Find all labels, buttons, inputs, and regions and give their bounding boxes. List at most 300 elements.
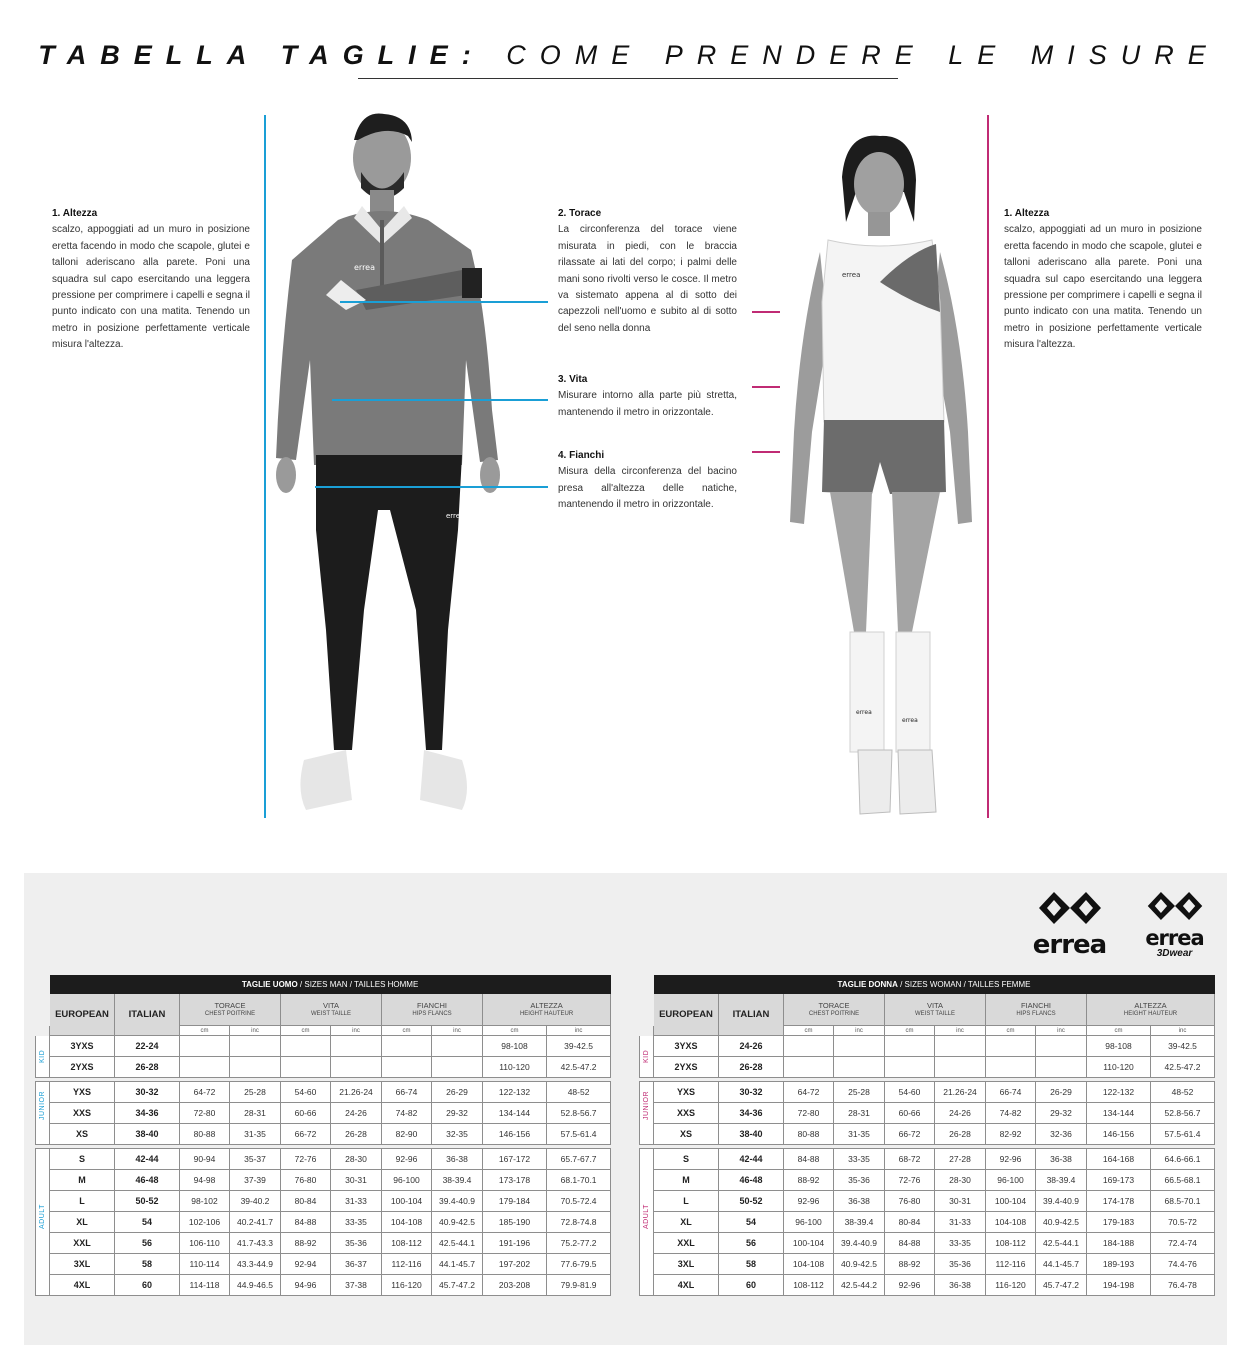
table-cell: 88-92 [885, 1254, 935, 1275]
table-cell: 64-72 [180, 1082, 230, 1103]
size-european: L [654, 1191, 719, 1212]
table-cell: 184-188 [1087, 1233, 1151, 1254]
table-cell: 36-38 [935, 1275, 986, 1296]
table-cell [180, 1036, 230, 1057]
errea-logo [1032, 888, 1107, 960]
table-row [640, 1191, 1215, 1212]
table-cell: 68.1-70.1 [547, 1170, 611, 1191]
table-cell: 76-80 [885, 1191, 935, 1212]
table-cell [382, 1036, 432, 1057]
table-cell: 32-35 [432, 1124, 483, 1145]
table-cell: 33-35 [935, 1233, 986, 1254]
table-cell: 108-112 [986, 1233, 1036, 1254]
size-european: 3XL [50, 1254, 115, 1275]
table-cell: 64.6-66.1 [1151, 1149, 1215, 1170]
table-cell: 39-42.5 [1151, 1036, 1215, 1057]
table-cell: 96-100 [382, 1170, 432, 1191]
table-cell: 39-40.2 [230, 1191, 281, 1212]
size-european: S [654, 1149, 719, 1170]
table-cell: 31-33 [935, 1212, 986, 1233]
col-height: ALTEZZA HEIGHT HAUTEUR [483, 994, 611, 1026]
hips-instructions [558, 448, 737, 514]
men-height-body: scalzo, appoggiati ad un muro in posizione eretta facendo in modo che scapole, glutei e talloni aderiscano alla parete. Poni una squadra sul capo esercitando una leggera pressione per comprimere i capelli e segna il punto indicato con una matita. Tenendo un metro in posizione perfettamente verticale misura l'altezza. [52, 224, 250, 351]
table-row [640, 1103, 1215, 1124]
table-cell: 146-156 [1087, 1124, 1151, 1145]
table-cell: 106-110 [180, 1233, 230, 1254]
table-cell: 96-100 [986, 1170, 1036, 1191]
col-chest: TORACE CHEST POITRINE [784, 994, 885, 1026]
size-european: XXS [50, 1103, 115, 1124]
table-cell: 30-31 [331, 1170, 382, 1191]
table-cell: 39-42.5 [547, 1036, 611, 1057]
women-height-line [987, 115, 989, 818]
errea-3dwear-sub: 3Dwear [1156, 948, 1193, 959]
size-italian: 24-26 [719, 1036, 784, 1057]
table-row [640, 1254, 1215, 1275]
woman-sock-logo-right: errea [902, 717, 918, 724]
table-cell [885, 1057, 935, 1078]
chest-heading: 2. Torace [558, 208, 602, 219]
table-cell [1036, 1057, 1087, 1078]
table-cell: 24-26 [331, 1103, 382, 1124]
size-italian: 34-36 [719, 1103, 784, 1124]
col-chest: TORACE CHEST POITRINE [180, 994, 281, 1026]
table-cell: 116-120 [382, 1275, 432, 1296]
table-cell: 25-28 [230, 1082, 281, 1103]
size-european: L [50, 1191, 115, 1212]
men-table-title: TAGLIE UOMO / SIZES MAN / TAILLES HOMME [50, 976, 611, 994]
table-cell: 94-96 [281, 1275, 331, 1296]
table-cell: 98-108 [483, 1036, 547, 1057]
table-cell: 92-96 [784, 1191, 834, 1212]
table-cell: 40.9-42.5 [432, 1212, 483, 1233]
table-cell: 32-36 [1036, 1124, 1087, 1145]
table-cell: 39.4-40.9 [432, 1191, 483, 1212]
table-row [640, 1057, 1215, 1078]
errea-logo-text: errea [1032, 930, 1107, 960]
table-cell: 88-92 [784, 1170, 834, 1191]
size-italian: 30-32 [719, 1082, 784, 1103]
table-cell: 80-88 [180, 1124, 230, 1145]
table-row [640, 1170, 1215, 1191]
woman-figure [780, 132, 987, 832]
table-cell: 28-31 [834, 1103, 885, 1124]
table-cell: 44.9-46.5 [230, 1275, 281, 1296]
table-cell: 26-29 [1036, 1082, 1087, 1103]
size-european: 3YXS [50, 1036, 115, 1057]
size-italian: 42-44 [115, 1149, 180, 1170]
size-italian: 56 [719, 1233, 784, 1254]
table-cell: 102-106 [180, 1212, 230, 1233]
size-european: XS [654, 1124, 719, 1145]
table-cell: 146-156 [483, 1124, 547, 1145]
table-cell: 29-32 [432, 1103, 483, 1124]
size-italian: 46-48 [115, 1170, 180, 1191]
table-cell [834, 1057, 885, 1078]
table-cell: 66.5-68.1 [1151, 1170, 1215, 1191]
table-cell: 74.4-76 [1151, 1254, 1215, 1275]
table-cell: 104-108 [382, 1212, 432, 1233]
size-european: XS [50, 1124, 115, 1145]
col-height: ALTEZZA HEIGHT HAUTEUR [1087, 994, 1215, 1026]
table-cell: 70.5-72 [1151, 1212, 1215, 1233]
errea-logo-mark-icon [1037, 888, 1103, 928]
table-cell: 92-94 [281, 1254, 331, 1275]
table-cell: 64-72 [784, 1082, 834, 1103]
table-cell: 31-35 [230, 1124, 281, 1145]
table-cell: 38-39.4 [432, 1170, 483, 1191]
table-cell: 60-66 [885, 1103, 935, 1124]
table-cell: 68.5-70.1 [1151, 1191, 1215, 1212]
table-cell: 179-183 [1087, 1212, 1151, 1233]
table-cell [281, 1057, 331, 1078]
table-cell [331, 1036, 382, 1057]
table-cell: 100-104 [986, 1191, 1036, 1212]
men-chest-line [340, 301, 548, 303]
page-title-bold: TABELLA TAGLIE: [38, 40, 485, 70]
table-cell: 98-102 [180, 1191, 230, 1212]
men-height-instructions [52, 206, 250, 354]
table-cell: 40.9-42.5 [1036, 1212, 1087, 1233]
table-row [640, 1124, 1215, 1145]
table-cell: 134-144 [483, 1103, 547, 1124]
size-italian: 60 [115, 1275, 180, 1296]
table-cell: 164-168 [1087, 1149, 1151, 1170]
table-cell: 28-30 [935, 1170, 986, 1191]
table-cell [432, 1036, 483, 1057]
hips-body: Misura della circonferenza del bacino presa all'altezza delle natiche, mantenendo il metro in orizzontale. [558, 466, 737, 511]
woman-sock-logo-left: errea [856, 709, 872, 716]
table-cell: 35-36 [331, 1233, 382, 1254]
size-european: M [654, 1170, 719, 1191]
man-figure [266, 110, 526, 825]
size-italian: 34-36 [115, 1103, 180, 1124]
men-waist-line [332, 399, 548, 401]
table-cell: 65.7-67.7 [547, 1149, 611, 1170]
table-cell: 33-35 [834, 1149, 885, 1170]
table-cell: 66-74 [986, 1082, 1036, 1103]
table-row [640, 1233, 1215, 1254]
table-cell: 72-80 [180, 1103, 230, 1124]
size-european: XL [654, 1212, 719, 1233]
size-italian: 22-24 [115, 1036, 180, 1057]
table-cell: 35-36 [834, 1170, 885, 1191]
table-cell: 96-100 [784, 1212, 834, 1233]
table-cell: 45.7-47.2 [432, 1275, 483, 1296]
table-cell: 66-72 [885, 1124, 935, 1145]
table-cell: 203-208 [483, 1275, 547, 1296]
table-cell: 70.5-72.4 [547, 1191, 611, 1212]
size-european: XXL [50, 1233, 115, 1254]
size-european: S [50, 1149, 115, 1170]
table-cell: 88-92 [281, 1233, 331, 1254]
category-label-kid: KID [36, 1036, 50, 1078]
men-size-table: TAGLIE UOMO / SIZES MAN / TAILLES HOMME EUROPEAN ITALIAN TORACE CHEST POITRINE VITA WEIST TAILLE FIANCHI HIPS FLANCS ALTEZZA HEIGHT HAUTEUR cm inc cm inc cm inc cm inc KID 3YXS 22-24 98-108 39-42.5 2YXS 26-28 110-120 42.5-47.2 JUNIOR YXS 30-32 64-72 25-28 54-60 21.26-24 66-74 26-29 122-132 48-52 XXS 34-36 72-80 28-31 60-66 24-26 74-82 29-32 134-144 52.8-56.7 XS 38-40 80-88 31-35 66-72 26-28 82-90 32-35 146-156 57.5-61.4 ADULT S 42-44 90-94 35-37 72-76 28-30 92-96 36-38 167-172 65.7-67.7 M 46-48 94-98 37-39 76-80 30-31 96-100 38-39.4 173-178 68.1-70.1 L 50-52 98-102 39-40.2 80-84 31-33 100-104 39.4-40.9 179-184 70.5-72.4 XL 54 102-106 40.2-41.7 84-88 33-35 104-108 40.9-42.5 185-190 72.8-74.8 XXL 56 106-110 41.7-43.3 88-92 35-36 108-112 42.5-44.1 191-196 75.2-77.2 3XL 58 110-114 43.3-44.9 92-94 36-37 112-116 44.1-45.7 197-202 77.6-79.5 4XL 60 114-118 44.9-46.5 94-96 37-38 116-120 45.7-47.2 203-208 79.9-81.9 [35, 975, 611, 1296]
col-european: EUROPEAN [654, 994, 719, 1036]
table-cell: 35-36 [935, 1254, 986, 1275]
table-cell [935, 1057, 986, 1078]
women-height-heading: 1. Altezza [1004, 208, 1050, 219]
table-cell: 40.2-41.7 [230, 1212, 281, 1233]
table-cell: 110-114 [180, 1254, 230, 1275]
table-cell: 92-96 [885, 1275, 935, 1296]
table-cell: 57.5-61.4 [1151, 1124, 1215, 1145]
table-row [36, 1082, 611, 1103]
table-cell: 33-35 [331, 1212, 382, 1233]
size-european: YXS [654, 1082, 719, 1103]
table-cell: 27-28 [935, 1149, 986, 1170]
table-cell: 76-80 [281, 1170, 331, 1191]
table-cell: 48-52 [1151, 1082, 1215, 1103]
size-european: M [50, 1170, 115, 1191]
table-cell [784, 1057, 834, 1078]
table-cell: 60-66 [281, 1103, 331, 1124]
size-european: XL [50, 1212, 115, 1233]
table-cell: 104-108 [784, 1254, 834, 1275]
table-cell: 21.26-24 [331, 1082, 382, 1103]
table-cell: 100-104 [382, 1191, 432, 1212]
table-cell: 66-74 [382, 1082, 432, 1103]
waist-heading: 3. Vita [558, 374, 588, 385]
size-european: 2YXS [50, 1057, 115, 1078]
table-row [36, 1149, 611, 1170]
men-height-heading: 1. Altezza [52, 208, 98, 219]
table-row [36, 1036, 611, 1057]
category-label-adult: ADULT [640, 1149, 654, 1296]
table-cell: 38-39.4 [1036, 1170, 1087, 1191]
table-cell [331, 1057, 382, 1078]
size-european: 4XL [50, 1275, 115, 1296]
table-cell: 114-118 [180, 1275, 230, 1296]
table-cell: 197-202 [483, 1254, 547, 1275]
table-cell: 75.2-77.2 [547, 1233, 611, 1254]
size-european: 4XL [654, 1275, 719, 1296]
table-cell: 30-31 [935, 1191, 986, 1212]
table-cell: 66-72 [281, 1124, 331, 1145]
table-cell: 167-172 [483, 1149, 547, 1170]
table-cell: 68-72 [885, 1149, 935, 1170]
table-cell: 29-32 [1036, 1103, 1087, 1124]
size-italian: 58 [719, 1254, 784, 1275]
women-table-title: TAGLIE DONNA / SIZES WOMAN / TAILLES FEMME [654, 976, 1215, 994]
table-cell: 112-116 [986, 1254, 1036, 1275]
table-cell: 43.3-44.9 [230, 1254, 281, 1275]
table-cell: 77.6-79.5 [547, 1254, 611, 1275]
man-pants-logo: errea [446, 512, 465, 520]
table-cell: 35-37 [230, 1149, 281, 1170]
size-italian: 26-28 [115, 1057, 180, 1078]
category-label-adult: ADULT [36, 1149, 50, 1296]
table-row [640, 1149, 1215, 1170]
table-row [36, 1233, 611, 1254]
table-cell: 134-144 [1087, 1103, 1151, 1124]
table-cell [281, 1036, 331, 1057]
size-european: XXS [654, 1103, 719, 1124]
col-hips: FIANCHI HIPS FLANCS [382, 994, 483, 1026]
table-cell: 80-84 [281, 1191, 331, 1212]
table-cell: 41.7-43.3 [230, 1233, 281, 1254]
size-italian: 46-48 [719, 1170, 784, 1191]
title-underline [358, 78, 898, 79]
size-italian: 26-28 [719, 1057, 784, 1078]
table-cell: 36-38 [834, 1191, 885, 1212]
page-title-rest: COME PRENDERE LE MISURE [506, 40, 1220, 70]
table-cell: 72-76 [885, 1170, 935, 1191]
chest-instructions [558, 206, 737, 337]
table-cell: 116-120 [986, 1275, 1036, 1296]
size-italian: 50-52 [719, 1191, 784, 1212]
col-italian: ITALIAN [719, 994, 784, 1036]
table-cell: 39.4-40.9 [1036, 1191, 1087, 1212]
table-cell [885, 1036, 935, 1057]
col-waist: VITA WEIST TAILLE [281, 994, 382, 1026]
table-cell [834, 1036, 885, 1057]
table-cell: 185-190 [483, 1212, 547, 1233]
table-cell: 26-28 [935, 1124, 986, 1145]
table-row [36, 1170, 611, 1191]
table-cell [986, 1036, 1036, 1057]
table-cell: 44.1-45.7 [432, 1254, 483, 1275]
table-cell: 94-98 [180, 1170, 230, 1191]
table-cell: 36-37 [331, 1254, 382, 1275]
size-italian: 30-32 [115, 1082, 180, 1103]
table-cell: 37-39 [230, 1170, 281, 1191]
table-cell [1036, 1036, 1087, 1057]
size-italian: 38-40 [719, 1124, 784, 1145]
col-hips: FIANCHI HIPS FLANCS [986, 994, 1087, 1026]
table-cell: 36-38 [432, 1149, 483, 1170]
table-row [36, 1124, 611, 1145]
size-italian: 54 [115, 1212, 180, 1233]
table-cell: 72.8-74.8 [547, 1212, 611, 1233]
table-cell: 25-28 [834, 1082, 885, 1103]
errea-3dwear-logo [1142, 888, 1207, 959]
size-european: 2YXS [654, 1057, 719, 1078]
table-cell: 90-94 [180, 1149, 230, 1170]
women-height-instructions [1004, 206, 1202, 354]
table-cell: 52.8-56.7 [1151, 1103, 1215, 1124]
size-italian: 42-44 [719, 1149, 784, 1170]
table-cell: 84-88 [281, 1212, 331, 1233]
table-cell: 82-92 [986, 1124, 1036, 1145]
table-cell: 104-108 [986, 1212, 1036, 1233]
table-cell: 44.1-45.7 [1036, 1254, 1087, 1275]
table-cell: 110-120 [1087, 1057, 1151, 1078]
table-row [36, 1103, 611, 1124]
table-cell [180, 1057, 230, 1078]
table-cell: 54-60 [885, 1082, 935, 1103]
women-size-table: TAGLIE DONNA / SIZES WOMAN / TAILLES FEMME EUROPEAN ITALIAN TORACE CHEST POITRINE VITA WEIST TAILLE FIANCHI HIPS FLANCS ALTEZZA HEIGHT HAUTEUR cm inc cm inc cm inc cm inc KID 3YXS 24-26 98-108 39-42.5 2YXS 26-28 110-120 42.5-47.2 JUNIOR YXS 30-32 64-72 25-28 54-60 21.26-24 66-74 26-29 122-132 48-52 XXS 34-36 72-80 28-31 60-66 24-26 74-82 29-32 134-144 52.8-56.7 XS 38-40 80-88 31-35 66-72 26-28 82-92 32-36 146-156 57.5-61.4 ADULT S 42-44 84-88 33-35 68-72 27-28 92-96 36-38 164-168 64.6-66.1 M 46-48 88-92 35-36 72-76 28-30 96-100 38-39.4 169-173 66.5-68.1 L 50-52 92-96 36-38 76-80 30-31 100-104 39.4-40.9 174-178 68.5-70.1 XL 54 96-100 38-39.4 80-84 31-33 104-108 40.9-42.5 179-183 70.5-72 XXL 56 100-104 39.4-40.9 84-88 33-35 108-112 42.5-44.1 184-188 72.4-74 3XL 58 104-108 40.9-42.5 88-92 35-36 112-116 44.1-45.7 189-193 74.4-76 4XL 60 108-112 42.5-44.2 92-96 36-38 116-120 45.7-47.2 194-198 76.4-78 [639, 975, 1215, 1296]
men-hips-line [315, 486, 548, 488]
table-cell [230, 1057, 281, 1078]
table-cell: 98-108 [1087, 1036, 1151, 1057]
man-jacket-logo: errea [354, 263, 376, 272]
table-cell: 100-104 [784, 1233, 834, 1254]
table-cell: 37-38 [331, 1275, 382, 1296]
size-european: YXS [50, 1082, 115, 1103]
table-cell: 28-31 [230, 1103, 281, 1124]
table-cell [432, 1057, 483, 1078]
table-cell: 84-88 [784, 1149, 834, 1170]
table-cell: 42.5-47.2 [1151, 1057, 1215, 1078]
table-cell: 110-120 [483, 1057, 547, 1078]
table-cell: 92-96 [382, 1149, 432, 1170]
col-european: EUROPEAN [50, 994, 115, 1036]
hips-heading: 4. Fianchi [558, 450, 605, 461]
table-cell: 169-173 [1087, 1170, 1151, 1191]
table-row [36, 1275, 611, 1296]
table-cell: 194-198 [1087, 1275, 1151, 1296]
table-row [36, 1057, 611, 1078]
table-cell: 39.4-40.9 [834, 1233, 885, 1254]
table-cell [230, 1036, 281, 1057]
category-label-junior: JUNIOR [36, 1082, 50, 1145]
table-cell: 57.5-61.4 [547, 1124, 611, 1145]
table-row [36, 1212, 611, 1233]
table-row [36, 1254, 611, 1275]
table-cell: 40.9-42.5 [834, 1254, 885, 1275]
table-cell: 42.5-44.1 [432, 1233, 483, 1254]
table-cell: 82-90 [382, 1124, 432, 1145]
table-cell: 108-112 [382, 1233, 432, 1254]
table-cell [986, 1057, 1036, 1078]
table-cell: 42.5-47.2 [547, 1057, 611, 1078]
errea-3dwear-mark-icon [1146, 888, 1204, 924]
table-cell: 108-112 [784, 1275, 834, 1296]
table-cell: 72.4-74 [1151, 1233, 1215, 1254]
table-row [640, 1036, 1215, 1057]
table-cell: 31-33 [331, 1191, 382, 1212]
table-cell: 122-132 [483, 1082, 547, 1103]
women-height-body: scalzo, appoggiati ad un muro in posizione eretta facendo in modo che scapole, glutei e talloni aderiscano alla parete. Poni una squadra sul capo esercitando una leggera pressione per comprimere i capelli e segna il punto indicato con una matita. Tenendo un metro in posizione perfettamente verticale misura l'altezza. [1004, 224, 1202, 351]
table-cell: 38-39.4 [834, 1212, 885, 1233]
table-cell: 112-116 [382, 1254, 432, 1275]
size-italian: 56 [115, 1233, 180, 1254]
table-cell: 42.5-44.1 [1036, 1233, 1087, 1254]
table-cell: 21.26-24 [935, 1082, 986, 1103]
table-cell: 74-82 [986, 1103, 1036, 1124]
category-label-junior: JUNIOR [640, 1082, 654, 1145]
table-cell: 84-88 [885, 1233, 935, 1254]
size-italian: 54 [719, 1212, 784, 1233]
table-cell: 179-184 [483, 1191, 547, 1212]
col-italian: ITALIAN [115, 994, 180, 1036]
table-cell: 26-29 [432, 1082, 483, 1103]
table-cell: 191-196 [483, 1233, 547, 1254]
table-row [640, 1212, 1215, 1233]
table-cell: 80-84 [885, 1212, 935, 1233]
table-row [36, 1191, 611, 1212]
table-cell: 36-38 [1036, 1149, 1087, 1170]
table-cell: 26-28 [331, 1124, 382, 1145]
table-cell [784, 1036, 834, 1057]
size-italian: 58 [115, 1254, 180, 1275]
waist-instructions [558, 372, 737, 421]
table-cell: 74-82 [382, 1103, 432, 1124]
table-cell: 72-76 [281, 1149, 331, 1170]
size-european: 3XL [654, 1254, 719, 1275]
table-cell: 76.4-78 [1151, 1275, 1215, 1296]
table-cell: 92-96 [986, 1149, 1036, 1170]
size-european: 3YXS [654, 1036, 719, 1057]
table-cell: 173-178 [483, 1170, 547, 1191]
table-cell: 122-132 [1087, 1082, 1151, 1103]
table-cell: 52.8-56.7 [547, 1103, 611, 1124]
size-european: XXL [654, 1233, 719, 1254]
waist-body: Misurare intorno alla parte più stretta, mantenendo il metro in orizzontale. [558, 390, 737, 418]
table-cell: 80-88 [784, 1124, 834, 1145]
size-italian: 50-52 [115, 1191, 180, 1212]
